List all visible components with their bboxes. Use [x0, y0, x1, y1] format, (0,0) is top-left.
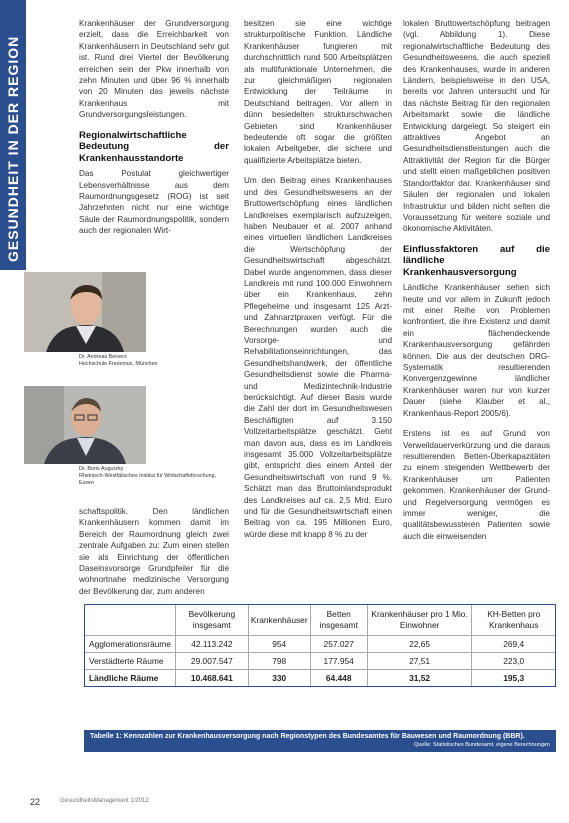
column-3: [403, 18, 550, 551]
table-cell: 31,52: [367, 670, 472, 687]
column-2: [244, 18, 392, 549]
col1-paragraph-1: Krankenhäuser der Grundversorgung erzielt, dass die Erreichbarkeit von Krankenhäusern in Deutschland sehr gut ist. Rund drei Viertel der Bevölkerung erreichen sein der Pkw innerhalb von zehn Minuten und über 96 % innerhalb von 20 Minuten das jeweils nächste Krankenhaus mit Grundversorgungsleistungen.: [79, 19, 229, 120]
col3-paragraph-2: Ländliche Krankenhäuser sehen sich heute und vor allem in Zukunft jedoch mit einer Reihe von Problemen konfrontiert, die ihre Existenz und damit ein flächendeckende Krankenhausversorgung gefährden können. Die aus der deutschen DRG-Systematik resultierenden Konvergenzgewinne ländlicher Krankenhäuser waren nur von kurzer Dauer (siehe Klauber et al., Krankenhaus-Report 2005/6).: [403, 283, 550, 418]
photo-caption-2: [79, 466, 229, 487]
column-1-continued: [79, 506, 229, 606]
col1-paragraph-3: schaftspolitik. Den ländlichen Krankenhäusern kommen damit im Bereich der Raumordnung gleich zwei zentrale Aufgaben zu: Zum einen stellen sie als Einrichtung der öffentlichen Daseinsvorsorge Grundpfeiler für die wohnortnahe medizinische Versorgung der Bevölkerung dar, zum anderen: [79, 507, 229, 596]
table-header-cell: Krankenhäuser pro 1 Mio. Einwohner: [367, 605, 472, 636]
table-header-cell: [85, 605, 175, 636]
portrait-image: [24, 386, 146, 464]
table-cell: 177.954: [310, 653, 367, 670]
caption-2-org: Rheinisch-Westfälisches Institut für Wirtschaftsforschung, Essen: [79, 473, 217, 486]
data-table: [85, 605, 555, 686]
table-caption-text: Tabelle 1: Kennzahlen zur Krankenhausversorgung nach Regionstypen des Bundesamtes für Bauwesen und Raumordnung (BBR).: [90, 733, 525, 740]
col1-paragraph-2: Das Postulat gleichwertiger Lebensverhältnisse aus dem Raumordnungsgesetz (ROG) ist seit Jahrzehnten nicht nur eine wichtige Säule der Raumordnungspolitik, sondern auch der regionalen Wirt-: [79, 169, 229, 236]
journal-name: GesundheitsManagement 1/2012: [60, 798, 149, 804]
table-source: Quelle: Statistisches Bundesamt, eigene Berechnungen: [413, 742, 550, 748]
table-header-row: [85, 605, 555, 636]
table-cell: 954: [248, 636, 310, 653]
data-table-box: [84, 604, 556, 687]
table-cell: Agglomerationsräume: [85, 636, 175, 653]
caption-1-org: Hochschule Fresenius, München: [79, 361, 158, 367]
author-photo-2: [24, 386, 146, 464]
table-caption: [84, 730, 556, 752]
table-row: [85, 636, 555, 653]
col3-paragraph-1: lokalen Bruttowertschöpfung beitragen (vgl. Abbildung 1). Diese regionalwirtschaftliche Bedeutung des Gesundheitswesens, die auch speziell des Krankenhauses, wurde in anderen Ländern, beispielsweise in den USA, bereits vor Jahren untersucht und für das nächste Beitrag für den regionalen Arbeitsmarkt sowie die ländliche Entwicklung dargelegt. So steigert ein attraktives Angebot an Gesundheitsdienstleistungen auch die Attraktivität der Region für die Bürger und stellt einen maßgeblichen positiven Standortfaktor dar. Krankenhäuser sind Säulen der regionalen und lokalen Infrastruktur und bilden nicht selten die Voraussetzung für weitere soziale und ökonomische Aktivitäten.: [403, 19, 550, 234]
table-row: [85, 670, 555, 687]
table-cell: 330: [248, 670, 310, 687]
table-cell: 29.007.547: [175, 653, 248, 670]
table-header-cell: Krankenhäuser: [248, 605, 310, 636]
table-row: [85, 653, 555, 670]
col2-paragraph-1: besitzen sie eine wichtige strukturpolitische Funktion. Ländliche Krankenhäuser fungieren mit durchschnittlich rund 500 Arbeitsplätzen als multifunktionale Unternehmen, die zur gleichmäßigen regionalen Entwicklung der Teilräume in Deutschland beitragen. Vor allem in dünn besiedelten strukturschwachen Gebieten sind Krankenhäuser bedeutende oft sogar die größten lokalen Arbeitgeber, die sichere und qualifizierte Arbeitsplätze bieten.: [244, 19, 392, 165]
table-cell: Verstädterte Räume: [85, 653, 175, 670]
table-cell: 10.468.641: [175, 670, 248, 687]
table-cell: 257.027: [310, 636, 367, 653]
table-cell: 195,3: [472, 670, 555, 687]
page-number: 22: [30, 797, 41, 807]
section-label: GESUNDHEIT IN DER REGION: [5, 35, 21, 262]
section-band: [0, 0, 26, 270]
col3-paragraph-3: Erstens ist es auf Grund von Verweildauerverkürzung und die daraus resultierenden Betten-Überkapazitäten zu einem steigenden Wettbewerb der Krankenhäuser um Patienten gekommen. Krankenhäuser der Grund- und Regelversorgung vermögen es immer weniger, die qualitätsbewussteren Patienten sowie auch die einweisenden: [403, 429, 550, 541]
table-cell: 798: [248, 653, 310, 670]
caption-2-name: Dr. Boris Augurzky: [79, 466, 124, 472]
photo-caption-1: [79, 354, 229, 368]
author-photo-1: [24, 272, 146, 352]
col1-heading: Regionalwirtschaftliche Bedeutung der Krankenhausstandorte: [79, 129, 229, 164]
col3-heading: Einflussfaktoren auf die ländliche Krankenhausversorgung: [403, 243, 550, 278]
table-cell: 269,4: [472, 636, 555, 653]
col2-paragraph-2: Um den Beitrag eines Krankenhauses und des Gesundheitswesens an der Bruttowertschöpfung eines ländlichen Landkreises exemplarisch aufzuzeigen, haben Neubauer et al. 2007 anhand eines virtuellen ländlichen Landkreises die Wertschöpfung der Gesundheitswirtschaft abgeschätzt. Dabel wurde angenommen, dass dieser Landkreis mit rund 100.000 Einwohnern über ein Krankenhaus, zehn Pflegeheime und insgesamt 125 Arzt- und Zahnarztpraxen verfügt. Für die Berechnungen wurden auch die Vorsorge- und Rehabilitationseinrichtungen, das Gesundheitshandwerk, der öffentliche Gesundheitsdienst sowie die Pharma- und Medizintechnik-Industrie berücksichtigt. Auf dieser Basis wurde die Zahl der dort im Gesundheitswesen Beschäftigten auf 3.150 Vollzeitarbeitsplätze geschätzt. Geht man davon aus, dass es im Landkreis insgesamt 35.000 Vollzeitarbeitsplätze gibt, entspricht dies einem Anteil der Gesundheitswirtschaft von rund 9 %. Schätzt man das Bruttoinlandsprodukt des Landkreises auf ca. 2,5 Mrd. Euro und für die Gesundheitswirtschaft einen Beitrag von ca. 195 Millionen Euro, würde diese mit knapp 8 % zu der: [244, 176, 392, 539]
portrait-image: [24, 272, 146, 352]
table-cell: 223,0: [472, 653, 555, 670]
table-header-cell: KH-Betten pro Krankenhaus: [472, 605, 555, 636]
table-cell: 64.448: [310, 670, 367, 687]
table-header-cell: Bevölkerung insgesamt: [175, 605, 248, 636]
table-cell: 42.113.242: [175, 636, 248, 653]
table-cell: Ländliche Räume: [85, 670, 175, 687]
caption-1-name: Dr. Andreas Beivers: [79, 354, 127, 360]
table-cell: 27,51: [367, 653, 472, 670]
table-header-cell: Betten insgesamt: [310, 605, 367, 636]
column-1: [79, 18, 229, 246]
table-cell: 22,65: [367, 636, 472, 653]
